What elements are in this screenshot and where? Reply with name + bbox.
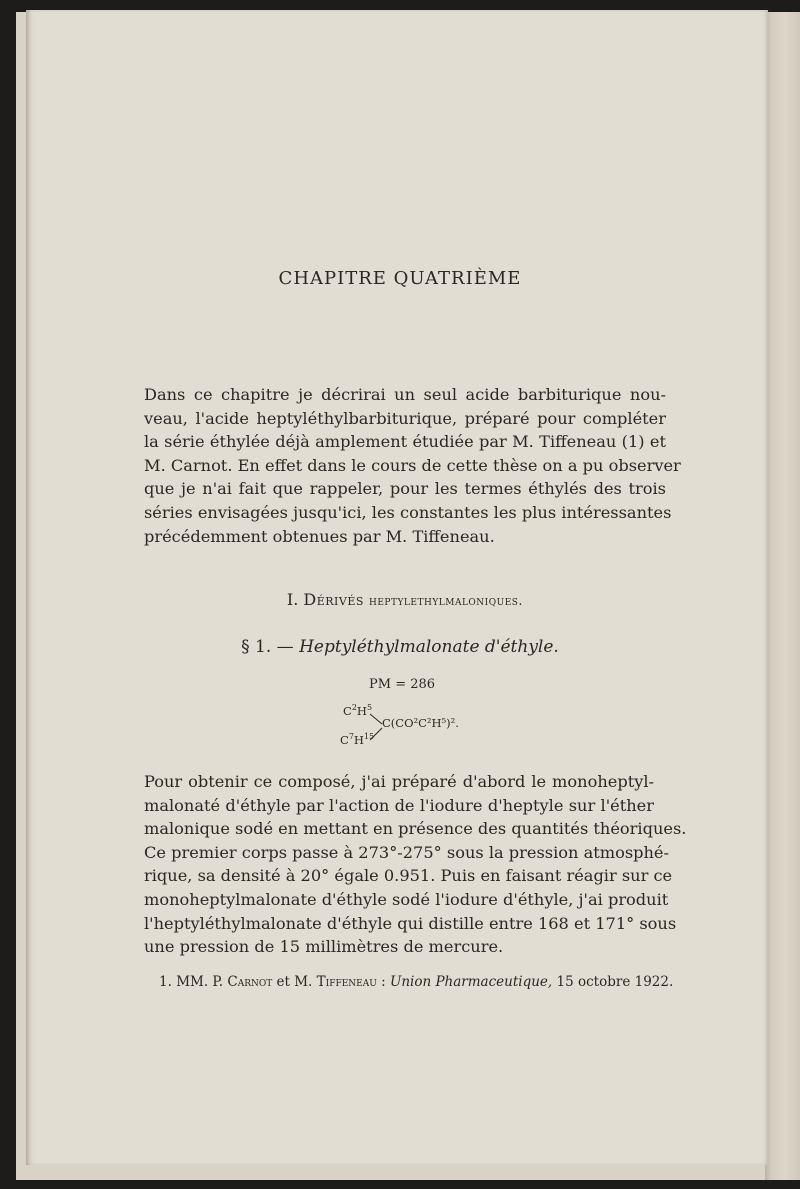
formula-heptyl-group [340,732,374,747]
molecular-weight: PM = 286 [369,677,436,692]
intro-line: que je n'ai fait que rappeler, pour les termes éthylés des trois [144,479,666,499]
body-line: Pour obtenir ce composé, j'ai préparé d'abord le monoheptyl- [144,772,654,791]
section-first-word: Dérivés [303,590,364,609]
body-line: rique, sa densité à 20° égale 0.951. Puis en faisant réagir sur ce [144,866,673,886]
body-line: monoheptylmalonate d'éthyle sodé l'iodure d'éthyle, j'ai produit [144,889,669,909]
chapter-title: CHAPITRE QUATRIÈME [278,268,522,289]
intro-line: veau, l'acide heptyléthylbarbiturique, préparé pour compléter [144,408,666,428]
formula-ethyl-group [343,703,372,718]
section-rest: heptylethylmaloniques. [369,594,524,609]
section-number: I. [286,590,299,609]
subsection-number: § 1. — [241,637,294,657]
formula-ethyl-h-count: 5 [366,703,373,712]
footnote-name-tiffeneau: Tiffeneau [316,974,377,990]
formula-heptyl-h-count: 15 [363,732,375,741]
formula-ethyl-c: C [343,703,352,718]
book-page [26,10,768,1165]
footnote-colon: : [381,974,386,990]
intro-line: séries envisagées jusqu'ici, les constantes les plus intéressantes [144,502,672,522]
body-line: une pression de 15 millimètres de mercure. [144,937,504,957]
footnote-name-carnot: Carnot [227,974,273,990]
section-heading [0,590,800,609]
intro-paragraph [144,383,681,548]
body-line: malonaté d'éthyle par l'action de l'iodure d'heptyle sur l'éther [144,795,654,815]
footnote-journal: Union Pharmaceutique, [389,974,553,990]
footnote [159,973,674,991]
body-line: Ce premier corps passe à 273°-275° sous la pression atmosphé- [144,842,669,862]
footnote-prefix: MM. P. [176,974,224,990]
footnote-number: 1. [159,974,172,990]
body-line: l'heptyléthylmalonate d'éthyle qui distille entre 168 et 171° sous [144,913,677,933]
intro-line: Dans ce chapitre je décrirai un seul acide barbiturique nou- [144,385,666,404]
subsection-title: Heptyléthylmalonate d'éthyle. [299,637,559,657]
intro-line: M. Carnot. En effet dans le cours de cette thèse on a pu observer [144,455,681,475]
body-paragraph [144,770,687,959]
formula-heptyl-h: H [353,732,364,747]
intro-line: la série éthylée déjà amplement étudiée par M. Tiffeneau (1) et [144,432,666,452]
footnote-date: 15 octobre 1922. [556,974,674,990]
footnote-conj: et M. [276,974,313,990]
body-line: malonique sodé en mettant en présence des quantités théoriques. [144,819,687,839]
formula-ethyl-c-count: 2 [351,703,357,712]
formula-ethyl-h: H [356,703,367,718]
subsection-heading [0,637,800,657]
formula-main: C(CO²C²H⁵)². [382,716,459,730]
intro-line: précédemment obtenues par M. Tiffeneau. [144,526,495,546]
chemical-formula [340,700,500,750]
formula-heptyl-c-count: 7 [348,732,354,741]
formula-heptyl-c: C [340,732,349,747]
